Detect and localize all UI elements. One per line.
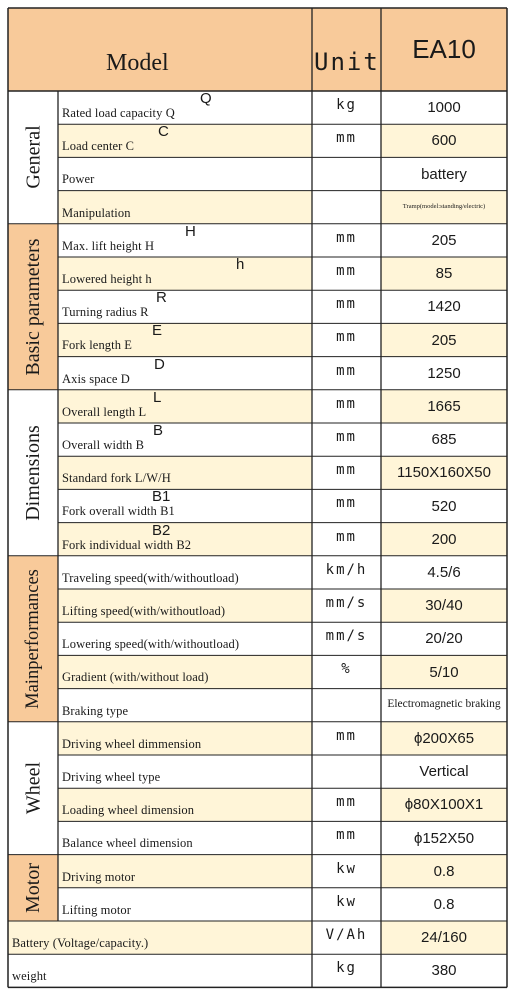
unit-cell: [312, 689, 381, 722]
row-value: 205: [431, 231, 457, 249]
row-parameter-name: weight: [12, 969, 47, 984]
row-parameter-name: Load center C: [62, 139, 135, 154]
row-parameter-name: Driving wheel dimmension: [62, 736, 202, 751]
row-symbol: L: [153, 388, 162, 406]
row-unit: kw: [336, 893, 357, 910]
row-unit: mm/s: [325, 595, 368, 611]
row-symbol: H: [185, 222, 196, 240]
group-mainperformances: Mainperformances: [23, 568, 43, 709]
unit-cell: [312, 157, 381, 190]
name-cell: [8, 954, 312, 987]
row-parameter-name: Overall width B: [62, 438, 145, 452]
row-unit: mm: [336, 429, 357, 445]
row-parameter-name: Fork overall width B1: [62, 504, 175, 519]
row-unit: mm: [336, 462, 357, 479]
row-parameter-name: Gradient (with/without load): [62, 670, 209, 685]
row-parameter-name: Lowered height h: [62, 272, 152, 286]
row-unit: mm: [336, 495, 357, 512]
row-value: 30/40: [425, 597, 463, 615]
unit-cell: [312, 755, 381, 788]
row-parameter-name: Manipulation: [62, 205, 131, 220]
row-value: 205: [431, 331, 457, 349]
row-value: ϕ80X100X1: [404, 796, 484, 814]
row-value: Tramp(model:standing/electric): [402, 202, 486, 210]
row-parameter-name: Standard fork L/W/H: [62, 471, 171, 486]
row-unit: mm: [336, 296, 357, 313]
row-symbol: E: [152, 322, 163, 340]
row-value: 1420: [427, 298, 461, 316]
row-value: 685: [431, 431, 457, 449]
row-unit: mm: [336, 329, 357, 346]
row-unit: mm: [336, 263, 357, 279]
group-dimensions: Dimensions: [22, 425, 44, 521]
row-unit: mm/s: [325, 628, 368, 645]
row-symbol: C: [158, 123, 169, 141]
row-unit: kg: [336, 97, 357, 113]
row-parameter-name: Lowering speed(with/withoutload): [62, 637, 240, 652]
row-parameter-name: Driving motor: [62, 869, 136, 884]
row-value: 1665: [427, 397, 461, 415]
header-model: Model: [106, 50, 169, 76]
row-unit: %: [341, 661, 352, 678]
group-wheel: Wheel: [22, 762, 45, 815]
row-value: Electromagnetic braking: [387, 698, 501, 711]
row-value: ϕ200X65: [413, 729, 475, 747]
row-value: 1250: [427, 364, 461, 382]
row-parameter-name: Fork individual width B2: [62, 537, 192, 552]
row-symbol: B2: [152, 521, 171, 539]
row-parameter-name: Fork length E: [62, 338, 133, 353]
row-unit: mm: [336, 727, 357, 744]
row-unit: mm: [336, 827, 357, 844]
name-cell: [58, 157, 312, 190]
row-value: 520: [431, 497, 457, 515]
row-symbol: D: [154, 355, 165, 373]
row-unit: km/h: [325, 561, 368, 578]
row-parameter-name: Braking type: [62, 703, 129, 718]
row-unit: mm: [336, 362, 357, 379]
row-symbol: B: [153, 422, 164, 439]
row-unit: mm: [336, 794, 357, 811]
row-unit: kg: [336, 960, 357, 977]
header-model-code: EA10: [412, 34, 476, 64]
row-value: 85: [435, 265, 453, 283]
row-value: 0.8: [433, 862, 455, 880]
group-motor: Motor: [22, 862, 45, 913]
row-unit: mm: [336, 395, 357, 412]
unit-cell: [312, 191, 381, 224]
row-parameter-name: Battery (Voltage/capacity.): [12, 936, 149, 950]
row-value: battery: [421, 165, 467, 183]
group-general: General: [22, 125, 45, 190]
row-value: 1000: [427, 99, 461, 117]
row-parameter-name: Max. lift height H: [62, 238, 155, 253]
row-unit: mm: [336, 229, 357, 246]
row-parameter-name: Turning radius R: [62, 305, 149, 320]
row-unit: V/Ah: [325, 927, 368, 943]
row-unit: mm: [336, 528, 357, 545]
row-parameter-name: Power: [62, 172, 95, 187]
row-parameter-name: Axis space D: [62, 371, 130, 386]
row-symbol: B1: [152, 488, 171, 506]
row-value: 1150X160X50: [397, 464, 491, 482]
group-basic-parameters: Basic parameters: [22, 238, 44, 376]
row-parameter-name: Traveling speed(with/withoutload): [62, 570, 239, 585]
row-parameter-name: Loading wheel dimension: [62, 803, 195, 818]
row-value: 4.5/6: [427, 563, 461, 581]
row-symbol: Q: [200, 90, 212, 107]
row-value: 600: [431, 132, 457, 150]
row-value: 0.8: [433, 895, 455, 913]
row-parameter-name: Lifting motor: [62, 902, 132, 917]
row-value: 20/20: [425, 630, 463, 648]
row-parameter-name: Rated load capacity Q: [62, 106, 175, 120]
row-value: 24/160: [421, 929, 467, 947]
row-unit: mm: [336, 130, 357, 147]
header-unit: Unit: [314, 48, 380, 76]
row-unit: kw: [336, 860, 357, 877]
row-parameter-name: Driving wheel type: [62, 770, 161, 784]
row-value: Vertical: [419, 763, 469, 781]
row-value: 5/10: [429, 663, 459, 681]
row-symbol: R: [156, 289, 167, 307]
row-parameter-name: Balance wheel dimension: [62, 836, 193, 851]
row-value: 200: [431, 530, 457, 548]
row-symbol: h: [236, 256, 245, 273]
row-parameter-name: Overall length L: [62, 404, 147, 419]
row-value: 380: [431, 962, 457, 980]
row-value: ϕ152X50: [413, 829, 475, 847]
row-parameter-name: Lifting speed(with/withoutload): [62, 604, 226, 618]
